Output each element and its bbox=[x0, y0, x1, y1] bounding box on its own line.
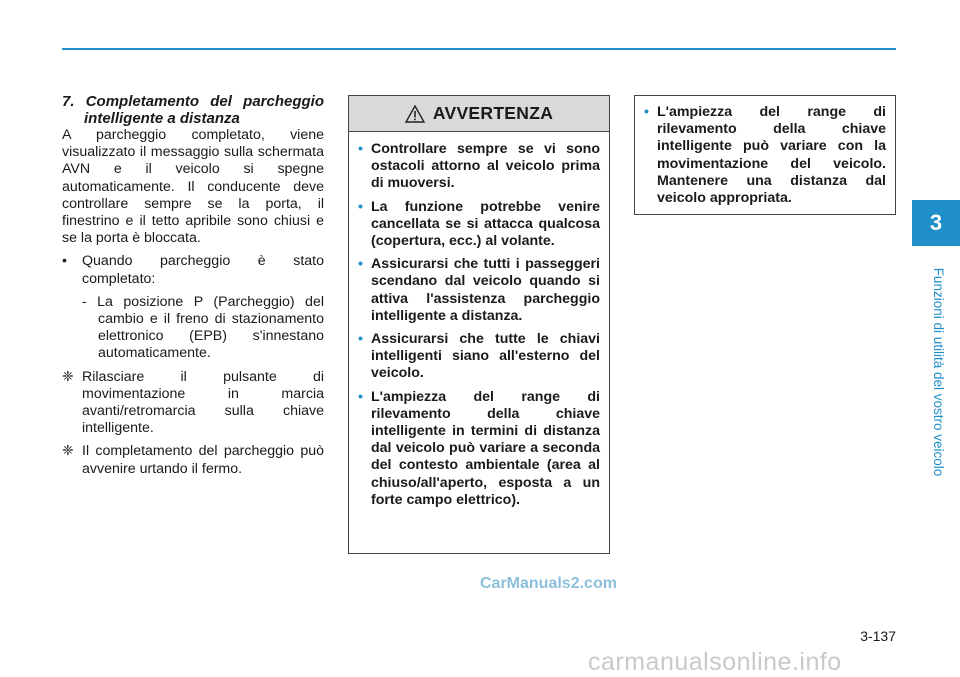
warning-triangle-icon bbox=[405, 105, 425, 123]
header-rule bbox=[62, 48, 896, 50]
note-text-1: Rilasciare il pulsante di movimentazione in marcia avanti/retromarcia sulla chiave intelligente. bbox=[82, 368, 324, 437]
bullet-icon: • bbox=[358, 256, 363, 273]
sub-item: - La posizione P (Parcheggio) del cambio e il freno di stazionamento elettronico (EPB) s'innestano automaticamente. bbox=[82, 293, 324, 362]
site-watermark[interactable]: CarManuals2.com bbox=[480, 575, 617, 592]
warning-item-text: L'ampiezza del range di rilevamento della chiave intelligente in termini di distanza dal veicolo può variare a seconda del contesto ambientale (area al chiuso/all'aperto, esposta a un forte campo elettrico). bbox=[371, 388, 600, 508]
warning-item-text: Assicurarsi che tutte le chiavi intelligenti siano all'esterno del veicolo. bbox=[371, 331, 600, 382]
warning-item-2 bbox=[358, 199, 600, 251]
bullet-text: Quando parcheggio è stato completato: bbox=[82, 253, 324, 287]
bullet-icon: • bbox=[358, 198, 363, 215]
warning-header bbox=[349, 96, 609, 132]
warning-item-text: Assicurarsi che tutti i passeggeri scendano dal veicolo quando si attiva l'assistenza parcheggio intelligente a distanza. bbox=[371, 256, 600, 324]
warning-item-1 bbox=[358, 141, 600, 193]
bullet-item bbox=[62, 253, 324, 287]
bullet-icon: • bbox=[358, 331, 363, 348]
note-item-1 bbox=[62, 369, 324, 438]
main-text-column bbox=[62, 93, 324, 478]
bullet-icon: • bbox=[358, 388, 363, 405]
warning-list-continued bbox=[635, 96, 895, 207]
chapter-number-tab bbox=[912, 200, 960, 246]
warning-item-text: Controllare sempre se vi sono ostacoli attorno al veicolo prima di muoversi. bbox=[371, 141, 600, 192]
bullet-icon: • bbox=[644, 104, 649, 120]
warning-item-4 bbox=[358, 331, 600, 383]
page-number: 3-137 bbox=[860, 628, 896, 644]
bullet-icon: • bbox=[358, 141, 363, 157]
warning-item-text: L'ampiezza del range di rilevamento della chiave intelligente può variare con la movimentazione del veicolo. Mantenere una distanza dal veicolo appropriata. bbox=[657, 104, 886, 207]
note-icon: ❈ bbox=[62, 368, 74, 385]
note-icon: ❈ bbox=[62, 443, 74, 460]
footer-watermark: carmanualsonline.info bbox=[588, 648, 842, 676]
warning-item-5 bbox=[358, 389, 600, 509]
warning-box bbox=[348, 95, 610, 554]
warning-list bbox=[349, 132, 609, 509]
section-title: 7. Completamento del parcheggio intelligente a distanza bbox=[62, 93, 324, 127]
note-item-2 bbox=[62, 443, 324, 477]
intro-paragraph: A parcheggio completato, viene visualizzato il messaggio sulla schermata AVN e il veicolo si spegne automaticamente. Il conducente deve controllare sempre se la porta, il finestrino e il tetto apribile sono chiusi e se la porta è bloccata. bbox=[62, 127, 324, 247]
warning-item-3 bbox=[358, 256, 600, 325]
chapter-title-vertical: Funzioni di utilità del vostro veicolo bbox=[931, 267, 946, 477]
warning-item-text: La funzione potrebbe venire cancellata se si attacca qualcosa (copertura, ecc.) al volante. bbox=[371, 198, 600, 250]
warning-box-continued bbox=[634, 95, 896, 215]
note-text-2: Il completamento del parcheggio può avvenire urtando il fermo. bbox=[82, 443, 324, 477]
bullet-icon: • bbox=[62, 253, 67, 270]
warning-title: AVVERTENZA bbox=[432, 103, 554, 123]
chapter-number: 3 bbox=[929, 210, 943, 235]
warning-item-6 bbox=[644, 104, 886, 207]
